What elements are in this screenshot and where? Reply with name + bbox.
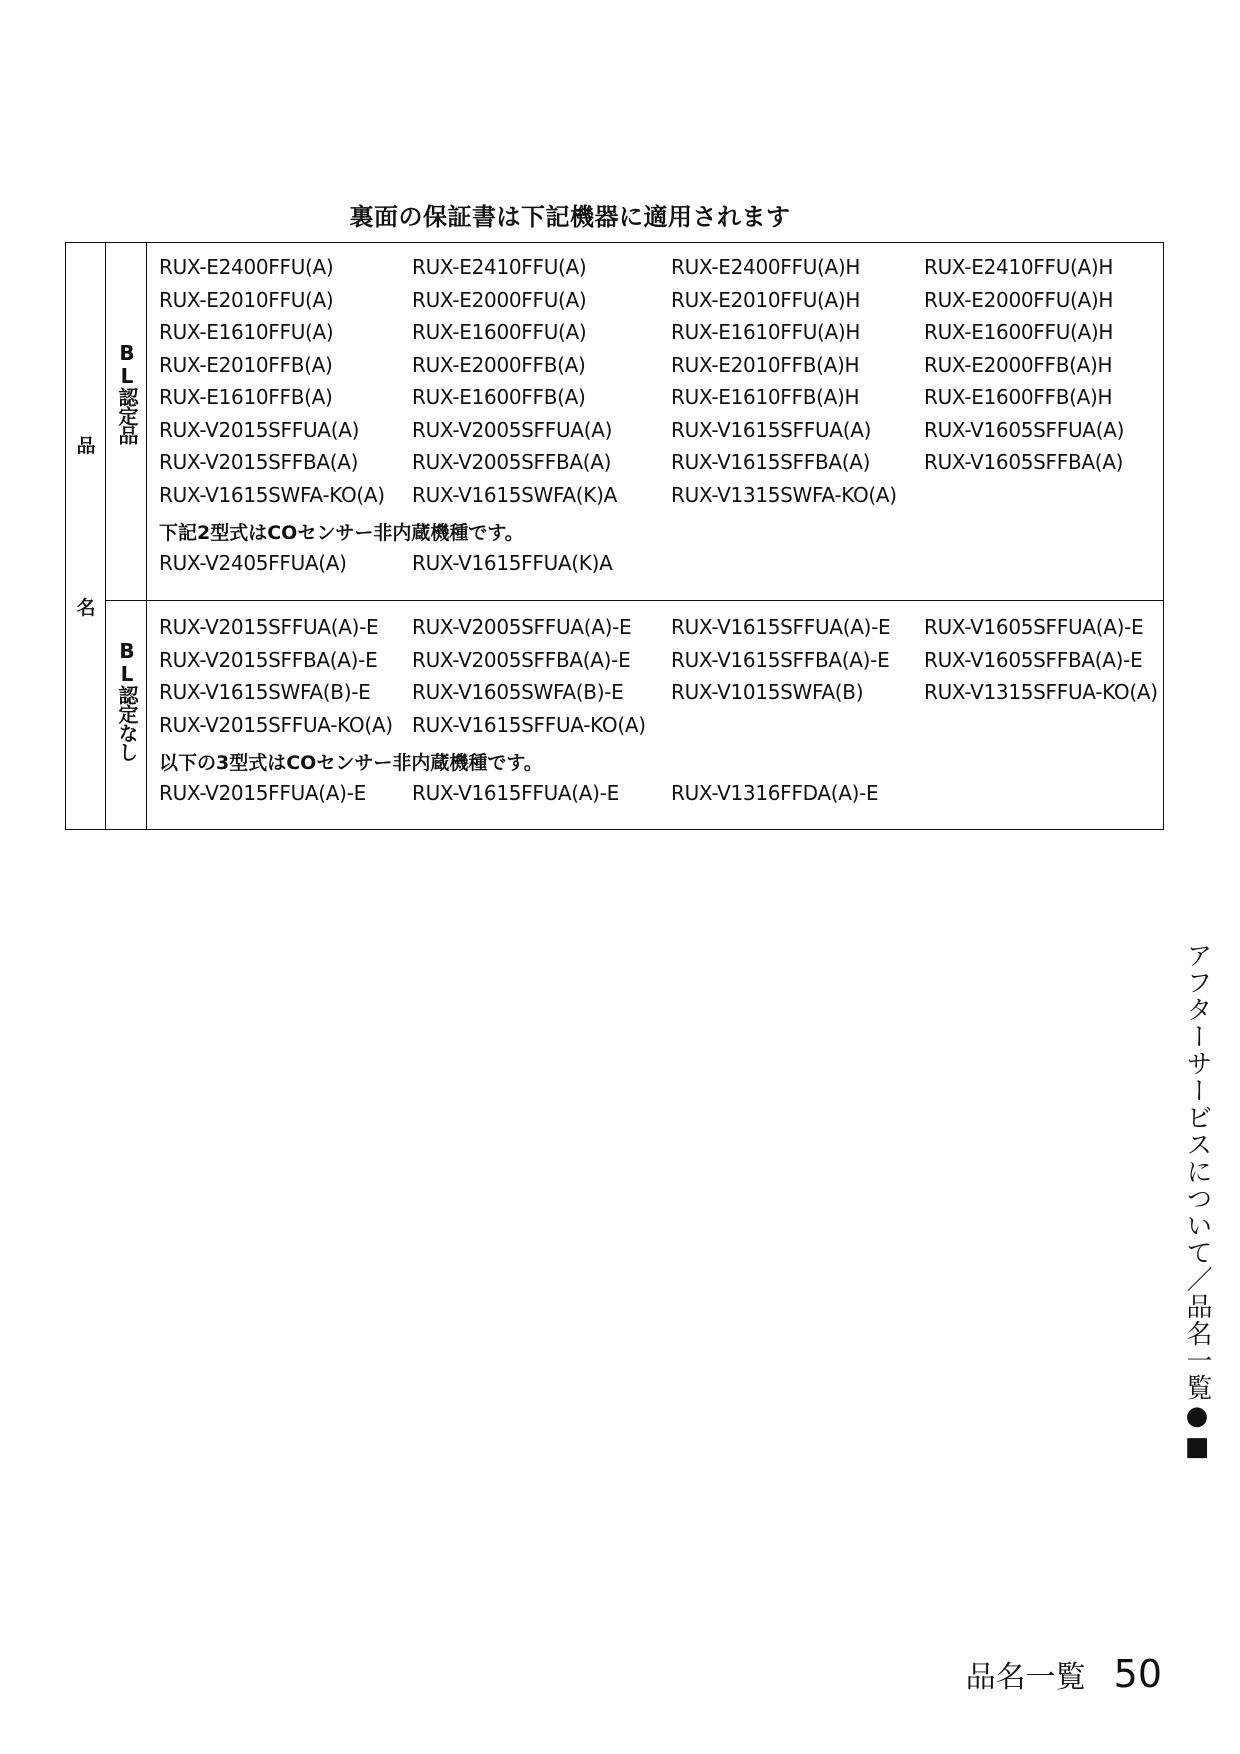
table-row [159, 615, 1163, 648]
table-row [159, 680, 1163, 713]
column-header-char-2: 名 [76, 597, 96, 619]
model-number: RUX-V1015SWFA(B) [671, 680, 864, 704]
model-number: RUX-V1615SWFA(K)A [412, 482, 617, 507]
table-row [159, 551, 1163, 584]
model-number: RUX-E2000FFU(A) [412, 287, 587, 312]
model-number: RUX-E2010FFB(A)H [671, 352, 860, 377]
model-number: RUX-V1615FFUA(A)-E [412, 781, 619, 805]
table-row [159, 713, 1163, 746]
model-number: RUX-E2000FFB(A)H [924, 352, 1113, 377]
model-number: RUX-E2400FFU(A)H [671, 255, 861, 279]
model-number: RUX-V2005SFFBA(A) [412, 450, 612, 474]
model-number: RUX-V2015SFFUA-KO(A) [159, 712, 393, 737]
model-number: RUX-V2015SFFUA(A) [159, 417, 360, 442]
model-number: RUX-E2000FFU(A)H [924, 287, 1114, 312]
model-number: RUX-V2405FFUA(A) [159, 551, 347, 575]
table-row [159, 450, 1163, 483]
page-heading: 裏面の保証書は下記機器に適用されます [349, 203, 791, 231]
model-number: RUX-V1615SFFUA-KO(A) [412, 712, 646, 737]
table-row [159, 353, 1163, 386]
table-row [159, 418, 1163, 451]
model-number: RUX-E2010FFU(A) [159, 287, 334, 312]
model-number: RUX-E1610FFB(A) [159, 385, 333, 409]
section-note: 以下の3型式はCOセンサー非内蔵機種です。 [159, 752, 543, 774]
section-label-bl-not-certified: BL認定なし [115, 639, 139, 761]
model-number: RUX-E2000FFB(A) [412, 352, 586, 377]
section-bl-certified [106, 243, 1163, 601]
page-number: 50 [1113, 1652, 1162, 1696]
model-number: RUX-V1615SFFBA(A)-E [671, 647, 890, 672]
table-row [159, 781, 1163, 814]
model-number: RUX-V1315SWFA-KO(A) [671, 482, 897, 507]
table-row [159, 320, 1163, 353]
footer-title: 品名一覧 [965, 1660, 1086, 1695]
model-number: RUX-E1610FFU(A)H [671, 320, 861, 344]
model-number: RUX-E2010FFU(A)H [671, 287, 861, 312]
model-number: RUX-V1615SWFA(B)-E [159, 680, 371, 704]
column-header-char-1: 品 [76, 435, 96, 457]
table-row [159, 648, 1163, 681]
model-number: RUX-E1600FFU(A)H [924, 320, 1114, 344]
table-row [159, 385, 1163, 418]
model-number: RUX-E2410FFU(A)H [924, 255, 1114, 279]
section-note: 下記2型式はCOセンサー非内蔵機種です。 [159, 522, 524, 544]
model-number: RUX-V1605SWFA(B)-E [412, 680, 624, 704]
model-number: RUX-E1600FFU(A) [412, 320, 587, 344]
model-number: RUX-V2015SFFBA(A) [159, 450, 359, 474]
table-row [159, 483, 1163, 516]
side-tab-text: アフターサービスについて／品名一覧●■ [1182, 942, 1212, 1463]
model-number: RUX-V2005SFFUA(A) [412, 417, 613, 442]
model-number: RUX-E2410FFU(A) [412, 255, 587, 279]
table-row [159, 288, 1163, 321]
section-grid-bl-certified [159, 255, 1163, 584]
model-number: RUX-V1315SFFUA-KO(A) [924, 680, 1158, 704]
page-footer [966, 1652, 1162, 1696]
model-number: RUX-V1615FFUA(K)A [412, 551, 613, 575]
model-number: RUX-E1600FFB(A) [412, 385, 586, 409]
section-grid-bl-not-certified [159, 615, 1163, 814]
model-number: RUX-V1615SFFUA(A) [671, 417, 872, 442]
model-number: RUX-V1605SFFUA(A) [924, 417, 1125, 442]
model-number: RUX-E1600FFB(A)H [924, 385, 1113, 409]
section-label-bl-certified: BL認定品 [115, 341, 139, 444]
model-number: RUX-V1605SFFBA(A)-E [924, 647, 1143, 672]
column-header-hinmei [66, 243, 106, 829]
model-number: RUX-V1316FFDA(A)-E [671, 781, 879, 805]
model-number: RUX-V2005SFFUA(A)-E [412, 615, 632, 639]
model-number: RUX-V1615SFFBA(A) [671, 450, 871, 474]
model-number: RUX-E1610FFB(A)H [671, 385, 860, 409]
model-number: RUX-V2015FFUA(A)-E [159, 781, 366, 805]
model-number: RUX-V1615SWFA-KO(A) [159, 482, 385, 507]
section-bl-not-certified [106, 601, 1163, 829]
model-number: RUX-E2400FFU(A) [159, 255, 334, 279]
model-number: RUX-V2015SFFBA(A)-E [159, 647, 378, 672]
model-number: RUX-V1615SFFUA(A)-E [671, 615, 891, 639]
model-number: RUX-V2015SFFUA(A)-E [159, 615, 379, 639]
model-number: RUX-V1605SFFBA(A) [924, 450, 1124, 474]
model-number: RUX-V2005SFFBA(A)-E [412, 647, 631, 672]
model-table [65, 242, 1164, 830]
model-number: RUX-V1605SFFUA(A)-E [924, 615, 1144, 639]
model-number: RUX-E2010FFB(A) [159, 352, 333, 377]
model-number: RUX-E1610FFU(A) [159, 320, 334, 344]
table-row [159, 255, 1163, 288]
